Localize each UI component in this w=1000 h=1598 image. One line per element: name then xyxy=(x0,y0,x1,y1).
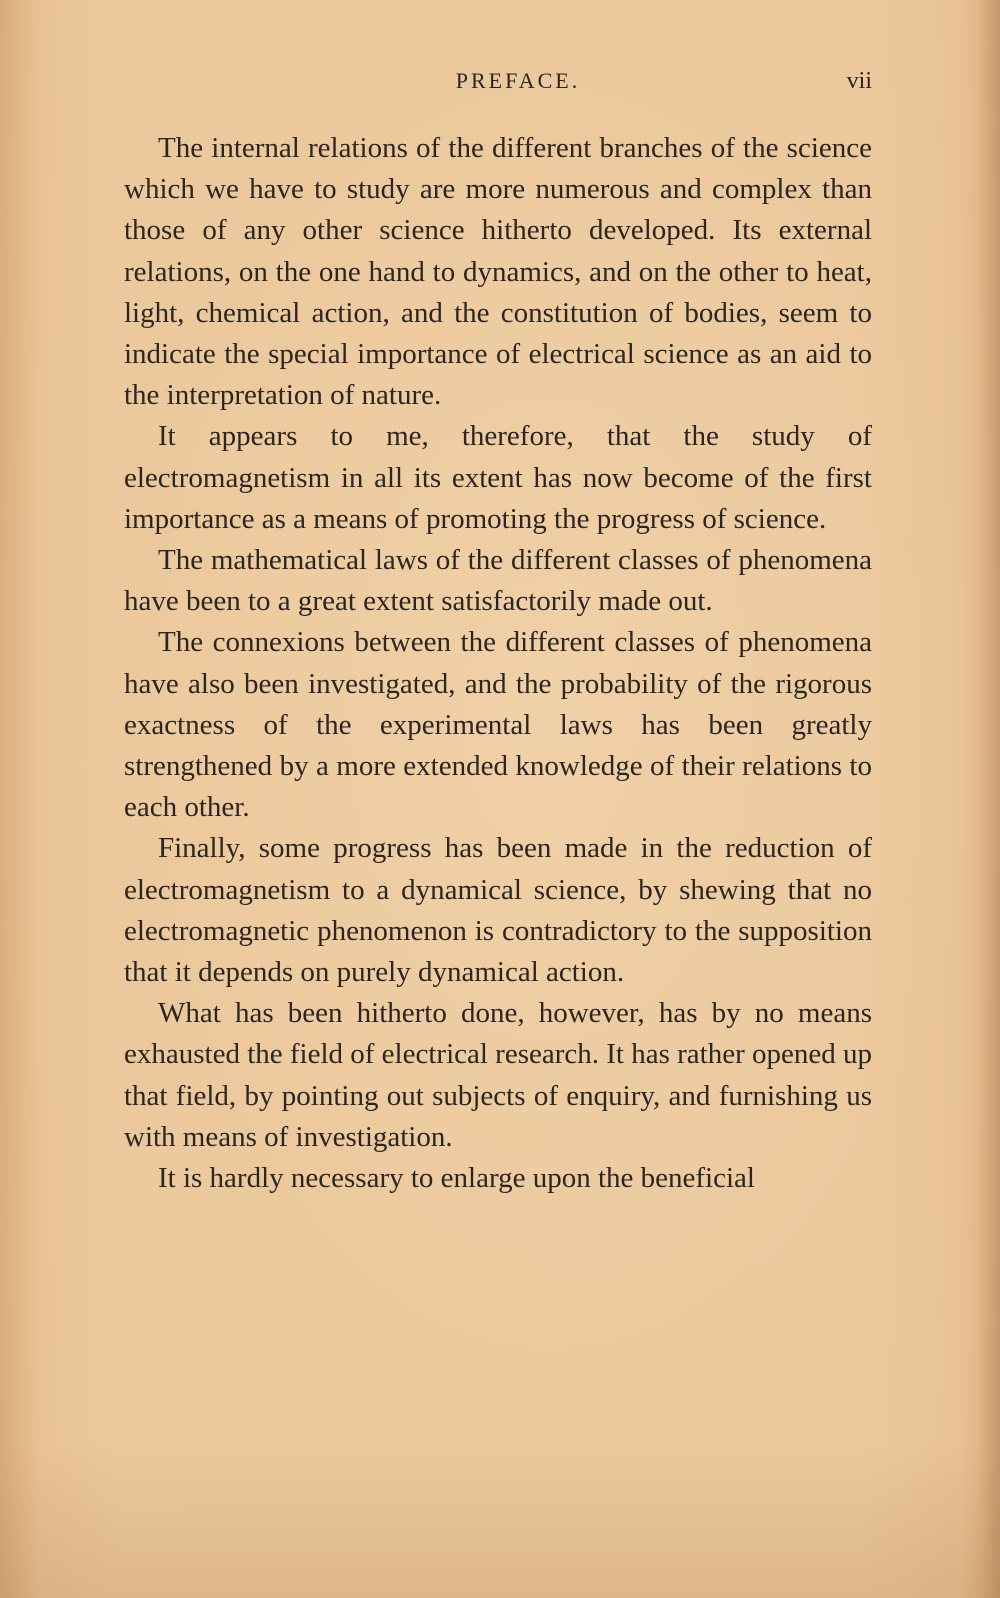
page-number: vii xyxy=(846,68,872,94)
paragraph: It appears to me, therefore, that the study of electromagnetism in all its extent has now become of the first importance as a means of promoting the progress of science. xyxy=(124,420,872,535)
page-edge-shadow xyxy=(978,0,1000,1598)
paragraph: What has been hitherto done, however, has by no means exhausted the field of electrical research. It has rather opened up that field, by pointing out subjects of enquiry, and furnishing us with means of investigation. xyxy=(124,997,872,1153)
paragraph: The mathematical laws of the different classes of phenomena have been to a great extent satisfactorily made out. xyxy=(124,544,872,618)
running-head: PREFACE. xyxy=(455,68,581,93)
page-header xyxy=(124,68,872,108)
paragraph: It is hardly necessary to enlarge upon the beneficial xyxy=(158,1162,755,1195)
paragraph: The internal relations of the different branches of the science which we have to study are more numerous and complex than those of any other science hitherto developed. Its external relations, on the one hand to dynamics, and on the other to heat, light, chemical action, and the constitution of bodies, seem to indicate the special importance of electrical science as an aid to the interpretation of nature. xyxy=(124,132,872,412)
paragraph: Finally, some progress has been made in the reduction of electromagnetism to a dynamical science, by shewing that no electromagnetic phenomenon is contradictory to the supposition that it depends on purely dynamical action. xyxy=(124,832,872,989)
body-text xyxy=(124,128,872,1199)
page-bottom-shading xyxy=(0,1438,1000,1598)
paragraph: The connexions between the different classes of phenomena have also been investigated, and the probability of the rigorous exactness of the experimental laws has been greatly strengthened by a more extended knowledge of their relations to each other. xyxy=(124,626,872,824)
